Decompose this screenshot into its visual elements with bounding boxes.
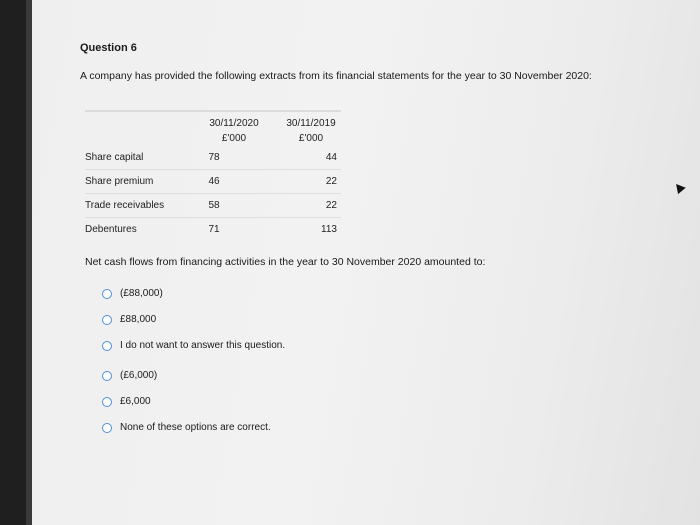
question-text: A company has provided the following extracts from its financial statements for the year to 30 November 2020: <box>80 70 592 82</box>
row-label: Trade receivables <box>85 194 177 218</box>
header-2020: 30/11/2020 <box>209 117 259 129</box>
mouse-cursor-icon <box>672 181 685 194</box>
value-2020: 46 <box>177 170 265 194</box>
radio-button[interactable] <box>102 315 112 325</box>
option-pos-88000[interactable] <box>102 314 156 325</box>
unit-2020: £'000 <box>221 132 247 144</box>
option-label: (£6,000) <box>120 370 158 381</box>
table-row <box>85 146 341 170</box>
option-label: £88,000 <box>120 314 157 325</box>
value-2020: 58 <box>177 194 265 218</box>
financial-extract-table <box>85 110 341 241</box>
question-title: Question 6 <box>80 42 137 54</box>
option-no-answer[interactable] <box>102 340 285 351</box>
option-neg-88000[interactable] <box>102 288 163 299</box>
table-row <box>85 218 341 242</box>
row-label: Debentures <box>85 224 137 235</box>
row-label: Share capital <box>85 146 177 170</box>
value-2020: 78 <box>177 146 265 170</box>
table-corner <box>85 111 177 130</box>
quiz-screen <box>26 0 700 525</box>
table-row <box>85 170 341 194</box>
value-2019: 113 <box>321 224 337 235</box>
option-label: I do not want to answer this question. <box>120 340 286 351</box>
question-stem: Net cash flows from financing activities in the year to 30 November 2020 amounted to: <box>85 256 486 268</box>
radio-button[interactable] <box>102 341 112 351</box>
row-label: Share premium <box>85 170 177 194</box>
option-label: (£88,000) <box>120 288 163 299</box>
option-neg-6000[interactable] <box>102 370 157 381</box>
header-2019: 30/11/2019 <box>286 117 336 129</box>
value-2019: 44 <box>265 146 341 170</box>
option-none-correct[interactable] <box>102 422 271 433</box>
value-2019: 22 <box>265 194 341 218</box>
radio-button[interactable] <box>102 423 112 433</box>
option-label: £6,000 <box>120 396 151 407</box>
radio-button[interactable] <box>102 397 112 407</box>
table-row <box>85 194 341 218</box>
option-label: None of these options are correct. <box>120 422 271 433</box>
option-pos-6000[interactable] <box>102 396 151 407</box>
value-2019: 22 <box>265 170 341 194</box>
value-2020: 71 <box>208 224 220 235</box>
radio-button[interactable] <box>102 289 112 299</box>
radio-button[interactable] <box>102 371 112 381</box>
unit-2019: £'000 <box>298 132 324 144</box>
